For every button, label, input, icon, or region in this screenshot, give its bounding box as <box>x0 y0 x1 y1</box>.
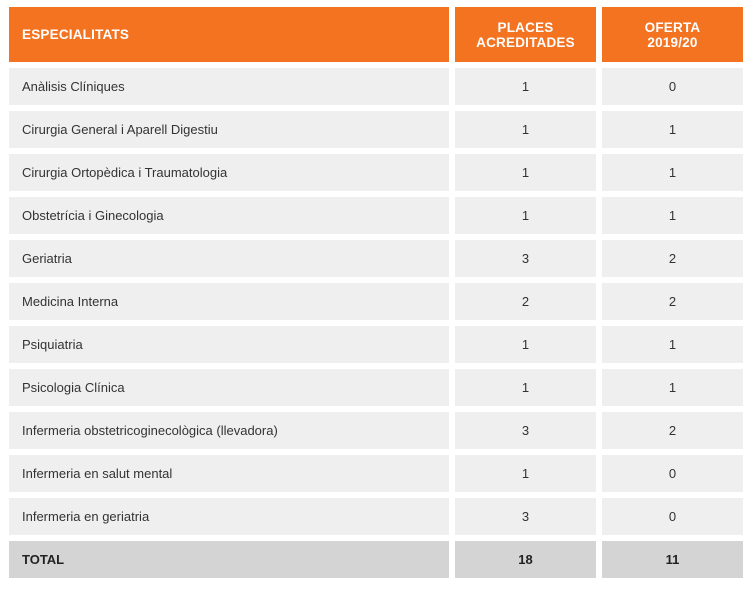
offer-value: 0 <box>602 498 743 535</box>
specialty-name: Psiquiatria <box>9 326 449 363</box>
table-row <box>9 455 743 492</box>
offer-value: 1 <box>602 154 743 191</box>
specialties-table <box>9 7 743 578</box>
table-row <box>9 498 743 535</box>
header-specialty <box>9 7 449 62</box>
places-value: 3 <box>455 412 596 449</box>
table-row <box>9 369 743 406</box>
specialty-name: Infermeria en geriatria <box>9 498 449 535</box>
specialty-name: Medicina Interna <box>9 283 449 320</box>
table-row <box>9 326 743 363</box>
table-row <box>9 154 743 191</box>
specialty-name: Geriatria <box>9 240 449 277</box>
table-row <box>9 111 743 148</box>
specialty-name: Psicologia Clínica <box>9 369 449 406</box>
specialty-name: Obstetrícia i Ginecologia <box>9 197 449 234</box>
places-value: 1 <box>455 68 596 105</box>
specialty-name: Cirurgia Ortopèdica i Traumatologia <box>9 154 449 191</box>
offer-value: 1 <box>602 111 743 148</box>
table-row <box>9 240 743 277</box>
places-value: 1 <box>455 197 596 234</box>
specialty-name: Infermeria obstetricoginecològica (llevadora) <box>9 412 449 449</box>
specialty-name: Infermeria en salut mental <box>9 455 449 492</box>
places-value: 1 <box>455 455 596 492</box>
table-row <box>9 68 743 105</box>
places-value: 1 <box>455 111 596 148</box>
offer-value: 1 <box>602 197 743 234</box>
places-value: 2 <box>455 283 596 320</box>
offer-value: 2 <box>602 412 743 449</box>
offer-value: 2 <box>602 240 743 277</box>
offer-value: 0 <box>602 68 743 105</box>
specialty-name: Cirurgia General i Aparell Digestiu <box>9 111 449 148</box>
header-places <box>455 7 596 62</box>
places-value: 1 <box>455 369 596 406</box>
table-row <box>9 197 743 234</box>
header-places-line2: ACREDITADES <box>476 34 575 50</box>
places-value: 3 <box>455 240 596 277</box>
total-places: 18 <box>455 541 596 578</box>
places-value: 1 <box>455 154 596 191</box>
header-offer-line2: 2019/20 <box>647 34 698 50</box>
header-offer-line1: OFERTA <box>644 19 701 35</box>
offer-value: 2 <box>602 283 743 320</box>
table-total-row <box>9 541 743 578</box>
table-row <box>9 283 743 320</box>
places-value: 1 <box>455 326 596 363</box>
total-label: TOTAL <box>9 541 449 578</box>
offer-value: 1 <box>602 326 743 363</box>
total-offer: 11 <box>602 541 743 578</box>
table-row <box>9 412 743 449</box>
header-places-line1: PLACES <box>497 19 554 35</box>
places-value: 3 <box>455 498 596 535</box>
table-header-row <box>9 7 743 62</box>
offer-value: 1 <box>602 369 743 406</box>
offer-value: 0 <box>602 455 743 492</box>
header-offer <box>602 7 743 62</box>
header-specialty-label: ESPECIALITATS <box>22 27 130 42</box>
specialty-name: Anàlisis Clíniques <box>9 68 449 105</box>
